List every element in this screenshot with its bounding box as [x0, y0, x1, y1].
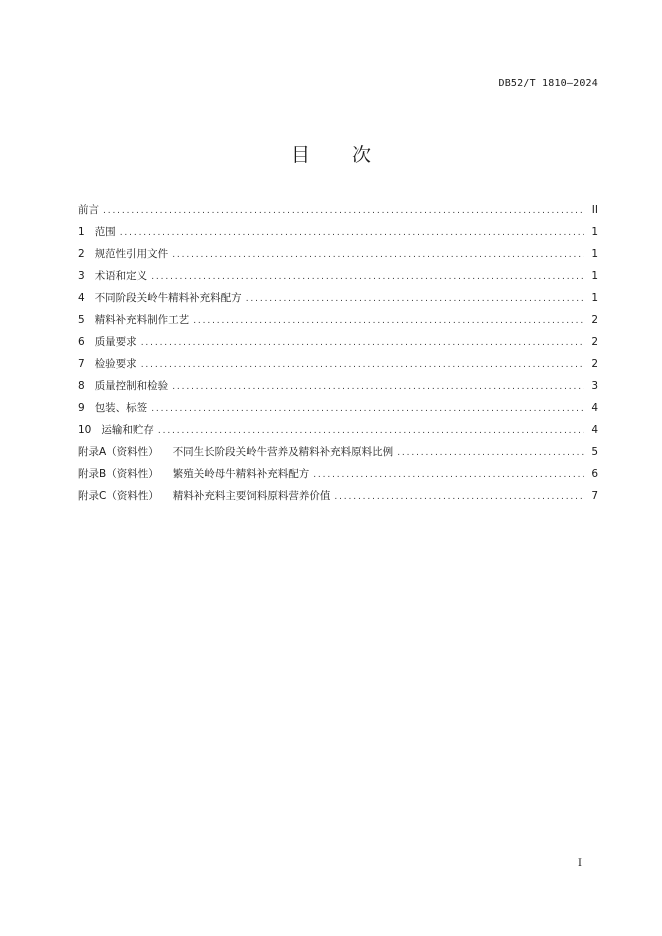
toc-entry-page: 7 [591, 490, 598, 502]
page-number: I [578, 858, 582, 869]
toc-entry-page: 4 [591, 402, 598, 414]
toc-entry-page: 6 [591, 468, 598, 480]
leader-dots [313, 463, 584, 486]
toc-entry-label: 不同阶段关岭牛精料补充料配方 [94, 292, 242, 304]
leader-dots [193, 309, 584, 332]
annex-name: 附录B（资料性） [78, 468, 159, 480]
toc-entry-label: 检验要求 [94, 358, 137, 370]
toc-entry-page: 5 [591, 446, 598, 458]
leader-dots [151, 397, 584, 420]
toc-entry-page: 2 [591, 314, 598, 326]
leader-dots [120, 221, 584, 244]
leader-dots [334, 485, 584, 508]
toc-entry[interactable] [78, 353, 598, 375]
toc-entry-number: 5 [78, 314, 85, 326]
toc-entry-number: 9 [78, 402, 85, 414]
toc-entry-label: 前言 [78, 204, 99, 216]
toc-entry-label: 质量控制和检验 [94, 380, 169, 392]
toc-entry[interactable] [78, 375, 598, 397]
toc-entry-label: 质量要求 [94, 336, 137, 348]
toc-annex-entry[interactable] [78, 485, 598, 507]
toc-entry-preface[interactable] [78, 199, 598, 221]
toc-entry-label: 繁殖关岭母牛精料补充料配方 [172, 468, 310, 480]
toc-entry[interactable] [78, 265, 598, 287]
toc-entry-number: 2 [78, 248, 85, 260]
toc-entry[interactable] [78, 331, 598, 353]
toc-entry-page: II [591, 204, 598, 216]
toc-annex-entry[interactable] [78, 463, 598, 485]
toc-entry-label: 范围 [94, 226, 116, 238]
toc-entry-page: 2 [591, 336, 598, 348]
leader-dots [172, 243, 584, 266]
leader-dots [141, 353, 584, 376]
leader-dots [397, 441, 584, 464]
toc-entry-label: 包装、标签 [94, 402, 148, 414]
toc-entry-page: 3 [591, 380, 598, 392]
annex-name: 附录C（资料性） [78, 490, 159, 502]
title-char-1: 目 [290, 144, 310, 166]
toc-entry-number: 8 [78, 380, 85, 392]
toc-entry[interactable] [78, 419, 598, 441]
toc-entry-page: 1 [591, 292, 598, 304]
toc-entry-page: 1 [591, 226, 598, 238]
page-title [0, 140, 662, 167]
toc-entry-number: 3 [78, 270, 85, 282]
toc-entry-number: 4 [78, 292, 85, 304]
toc-annex-entry[interactable] [78, 441, 598, 463]
leader-dots [141, 331, 584, 354]
toc-entry-label: 术语和定义 [94, 270, 148, 282]
toc-entry[interactable] [78, 221, 598, 243]
toc-entry[interactable] [78, 287, 598, 309]
toc-entry-page: 1 [591, 270, 598, 282]
toc-entry-page: 2 [591, 358, 598, 370]
toc-entry-number: 7 [78, 358, 85, 370]
toc-entry-page: 4 [591, 424, 598, 436]
toc-entry-label: 规范性引用文件 [94, 248, 169, 260]
toc-entry-label: 不同生长阶段关岭牛营养及精料补充料原料比例 [172, 446, 394, 458]
annex-name: 附录A（资料性） [78, 446, 159, 458]
toc-entry-label: 精料补充料主要饲料原料营养价值 [172, 490, 331, 502]
toc-entry-number: 10 [78, 424, 92, 436]
toc-entry[interactable] [78, 397, 598, 419]
document-code: DB52/T 1810—2024 [498, 78, 598, 89]
title-char-2: 次 [352, 144, 372, 166]
table-of-contents [78, 199, 598, 507]
toc-entry[interactable] [78, 309, 598, 331]
leader-dots [246, 287, 584, 310]
leader-dots [172, 375, 584, 398]
toc-entry[interactable] [78, 243, 598, 265]
leader-dots [103, 199, 584, 222]
toc-entry-label: 运输和贮存 [101, 424, 154, 436]
toc-entry-label: 精料补充料制作工艺 [94, 314, 190, 326]
leader-dots [158, 419, 584, 442]
toc-entry-number: 1 [78, 226, 85, 238]
leader-dots [151, 265, 584, 288]
toc-entry-number: 6 [78, 336, 85, 348]
toc-entry-page: 1 [591, 248, 598, 260]
